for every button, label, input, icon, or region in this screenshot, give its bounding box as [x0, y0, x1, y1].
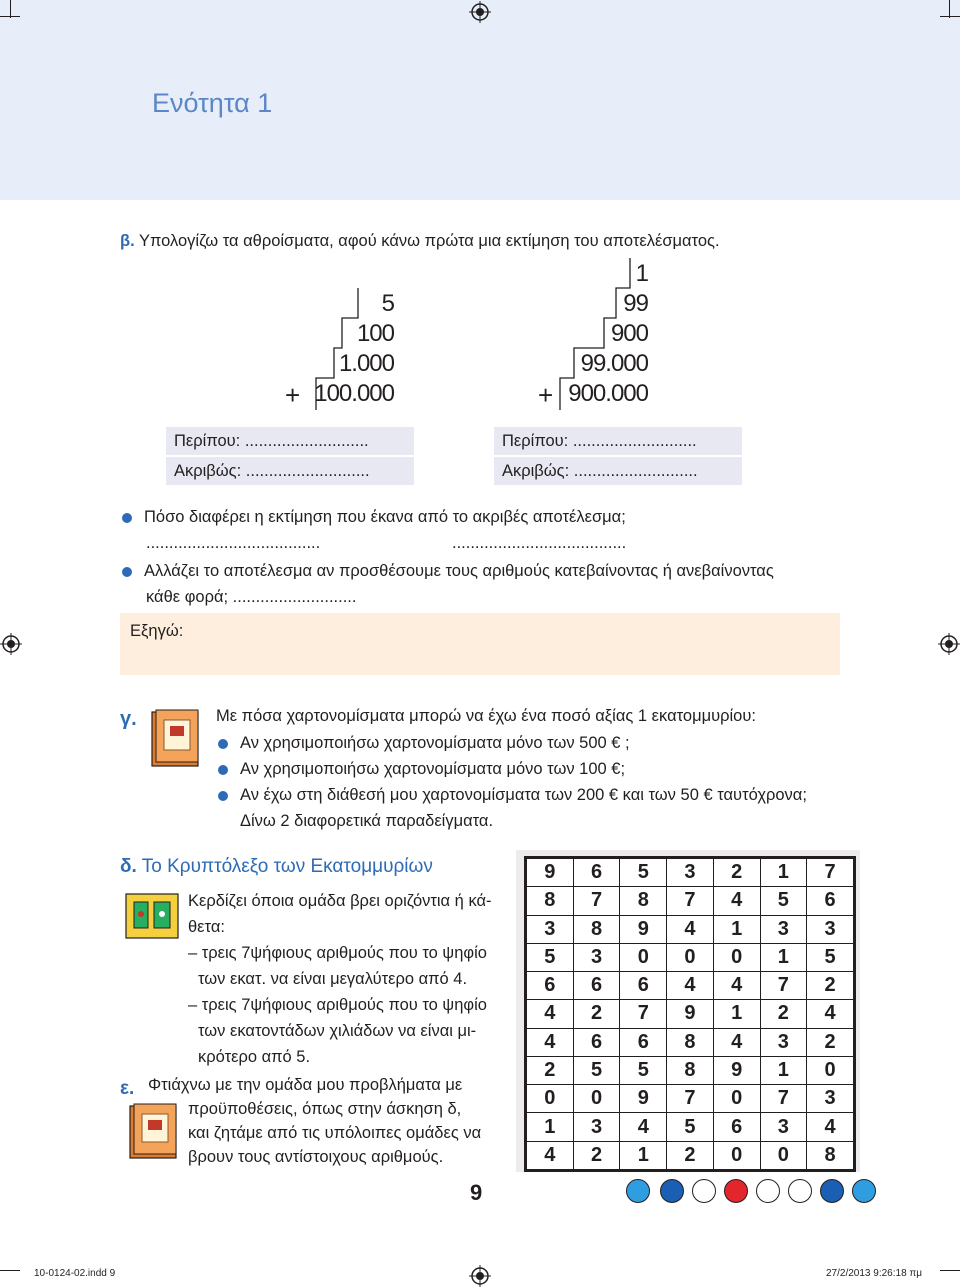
grid-row: [527, 1056, 854, 1084]
bullet-icon: [122, 567, 132, 577]
grid-cell[interactable]: 5: [760, 887, 807, 915]
grid-cell[interactable]: 4: [527, 1141, 574, 1169]
grid-cell[interactable]: 9: [527, 859, 574, 887]
exercise-e-label: ε.: [120, 1078, 135, 1099]
grid-cell[interactable]: 6: [527, 972, 574, 1000]
exercise-d-line: – τρεις 7ψήφιους αριθμούς που το ψηφίο: [188, 944, 487, 962]
grid-cell[interactable]: 8: [667, 1028, 714, 1056]
grid-cell[interactable]: 0: [713, 1141, 760, 1169]
exercise-e-line: προϋποθέσεις, όπως στην άσκηση δ,: [188, 1100, 462, 1118]
bullet-icon: [218, 739, 228, 749]
grid-cell[interactable]: 1: [760, 1056, 807, 1084]
exercise-b-instruction: [120, 232, 720, 251]
grid-cell[interactable]: 0: [713, 943, 760, 971]
grid-cell[interactable]: 4: [713, 887, 760, 915]
grid-cell[interactable]: 7: [760, 1085, 807, 1113]
color-dot-icon: [692, 1179, 716, 1203]
color-dot-icon: [724, 1179, 748, 1203]
plus-sign: +: [538, 380, 554, 410]
grid-cell[interactable]: 4: [527, 1000, 574, 1028]
grid-cell[interactable]: 6: [713, 1113, 760, 1141]
grid-cell[interactable]: 4: [807, 1113, 854, 1141]
grid-cell[interactable]: 0: [573, 1085, 620, 1113]
exercise-d-line: των εκατ. να είναι μεγαλύτερο από 4.: [198, 970, 468, 988]
grid-row: [527, 1113, 854, 1141]
grid-row: [527, 972, 854, 1000]
grid-cell[interactable]: 1: [760, 859, 807, 887]
exercise-d-line: – τρεις 7ψήφιους αριθμούς που το ψηφίο: [188, 996, 487, 1014]
page-number: 9: [470, 1180, 483, 1205]
grid-row: [527, 1000, 854, 1028]
grid-cell[interactable]: 2: [573, 1000, 620, 1028]
exercise-g-label: γ.: [120, 708, 137, 730]
sum2-number: 900: [610, 320, 648, 347]
grid-row: [527, 943, 854, 971]
book-icon: [128, 1102, 180, 1160]
grid-cell[interactable]: 2: [713, 859, 760, 887]
grid-cell[interactable]: 3: [807, 1085, 854, 1113]
grid-cell[interactable]: 0: [620, 943, 667, 971]
footer-file: 10-0124-02.indd 9: [34, 1268, 116, 1279]
bullet-icon: [218, 791, 228, 801]
sum2-number: 99.000: [580, 350, 648, 377]
exercise-d-heading: [120, 856, 433, 878]
question-order-cont: κάθε φορά; ...........................: [146, 588, 357, 606]
grid-cell[interactable]: 2: [760, 1000, 807, 1028]
explain-label: Εξηγώ:: [130, 622, 184, 640]
exercise-b-label: β.: [120, 232, 135, 250]
number-puzzle-grid: [524, 856, 856, 1172]
grid-cell[interactable]: 7: [667, 887, 714, 915]
grid-cell[interactable]: 3: [667, 859, 714, 887]
approx-field-1[interactable]: Περίπου: ...........................: [166, 427, 414, 455]
answer-dots-1[interactable]: ......................................: [146, 534, 321, 552]
exercise-d-line: κρότερο από 5.: [198, 1048, 311, 1066]
exercise-g-question: Με πόσα χαρτονομίσματα μπορώ να έχω ένα ποσό αξίας 1 εκατομμυρίου:: [216, 707, 756, 725]
exercise-g-bullet-3-text: Αν έχω στη διάθεσή μου χαρτονομίσματα των 200 € και των 50 € ταυτόχρονα;: [240, 786, 807, 804]
grid-row: [527, 1028, 854, 1056]
question-difference: [122, 508, 626, 527]
puzzle-table: [526, 858, 854, 1170]
exercise-g-bullet-1: [218, 734, 630, 753]
exercise-e-line: Φτιάχνω με την ομάδα μου προβλήματα με: [148, 1076, 463, 1094]
grid-cell[interactable]: 9: [667, 1000, 714, 1028]
sum1-number: 5: [381, 290, 394, 317]
grid-cell[interactable]: 5: [667, 1113, 714, 1141]
crop-mark: [940, 16, 960, 17]
grid-cell[interactable]: 0: [760, 1141, 807, 1169]
unit-title: Ενότητα 1: [152, 88, 273, 118]
exercise-d-title: Το Κρυπτόλεξο των Εκατομμυρίων: [141, 856, 433, 877]
registration-mark-icon: [938, 633, 960, 655]
exercise-e-line: βρουν τους αντίστοιχους αριθμούς.: [188, 1148, 444, 1166]
bullet-icon: [122, 513, 132, 523]
grid-cell[interactable]: 6: [620, 1028, 667, 1056]
grid-cell[interactable]: 2: [527, 1056, 574, 1084]
grid-cell[interactable]: 5: [620, 1056, 667, 1084]
sum2-number: 900.000: [568, 380, 648, 407]
exercise-e-line: και ζητάμε από τις υπόλοιπες ομάδες να: [188, 1124, 482, 1142]
grid-row: [527, 915, 854, 943]
exercise-g-bullet-1-text: Αν χρησιμοποιήσω χαρτονομίσματα μόνο των 500 € ;: [240, 734, 630, 752]
grid-cell[interactable]: 1: [527, 1113, 574, 1141]
grid-cell[interactable]: 6: [573, 972, 620, 1000]
crop-mark: [0, 1270, 20, 1271]
exact-field-2[interactable]: Ακριβώς: ...........................: [494, 457, 742, 485]
grid-cell[interactable]: 8: [667, 1056, 714, 1084]
question-order-text: Αλλάζει το αποτέλεσμα αν προσθέσουμε τους αριθμούς κατεβαίνοντας ή ανεβαίνοντας: [144, 562, 774, 580]
grid-cell[interactable]: 5: [527, 943, 574, 971]
grid-cell[interactable]: 3: [760, 1028, 807, 1056]
grid-cell[interactable]: 1: [760, 943, 807, 971]
header-band: [0, 0, 960, 200]
grid-cell[interactable]: 5: [573, 1056, 620, 1084]
color-dot-icon: [756, 1179, 780, 1203]
exact-field-1[interactable]: Ακριβώς: ...........................: [166, 457, 414, 485]
grid-cell[interactable]: 0: [527, 1085, 574, 1113]
approx-field-2[interactable]: Περίπου: ...........................: [494, 427, 742, 455]
exercise-g-bullet-2-text: Αν χρησιμοποιήσω χαρτονομίσματα μόνο των 100 €;: [240, 760, 626, 778]
grid-cell[interactable]: 0: [807, 1056, 854, 1084]
registration-mark-icon: [0, 633, 22, 655]
grid-cell[interactable]: 5: [807, 943, 854, 971]
grid-cell[interactable]: 8: [807, 1141, 854, 1169]
plus-sign: +: [285, 380, 301, 410]
grid-cell[interactable]: 9: [713, 1056, 760, 1084]
grid-cell[interactable]: 0: [713, 1085, 760, 1113]
exercise-d-label: δ.: [120, 856, 137, 877]
game-board-icon: [124, 892, 180, 940]
grid-cell[interactable]: 4: [713, 1028, 760, 1056]
exercise-g-bullet-3-cont: Δίνω 2 διαφορετικά παραδείγματα.: [240, 812, 494, 830]
book-icon: [150, 708, 202, 768]
grid-cell[interactable]: 3: [807, 915, 854, 943]
question-difference-text: Πόσο διαφέρει η εκτίμηση που έκανα από το ακριβές αποτέλεσμα;: [144, 508, 626, 526]
grid-cell[interactable]: 4: [807, 1000, 854, 1028]
exercise-b-text: Υπολογίζω τα αθροίσματα, αφού κάνω πρώτα μια εκτίμηση του αποτελέσματος.: [138, 232, 720, 250]
sum2-number: 1: [635, 260, 648, 287]
grid-cell[interactable]: 2: [573, 1141, 620, 1169]
grid-cell[interactable]: 8: [573, 915, 620, 943]
grid-cell[interactable]: 7: [667, 1085, 714, 1113]
grid-cell[interactable]: 8: [527, 887, 574, 915]
grid-row: [527, 859, 854, 887]
grid-cell[interactable]: 8: [620, 887, 667, 915]
grid-row: [527, 1085, 854, 1113]
grid-cell[interactable]: 5: [620, 859, 667, 887]
color-dot-icon: [852, 1179, 876, 1203]
crop-mark: [940, 1270, 960, 1271]
grid-cell[interactable]: 7: [807, 859, 854, 887]
sum2-number: 99: [623, 290, 648, 317]
exercise-d-line: θετα:: [188, 918, 225, 936]
grid-cell[interactable]: 7: [573, 887, 620, 915]
color-dot-icon: [788, 1179, 812, 1203]
grid-cell[interactable]: 3: [760, 1113, 807, 1141]
grid-cell[interactable]: 3: [573, 943, 620, 971]
grid-cell[interactable]: 1: [713, 1000, 760, 1028]
grid-cell[interactable]: 9: [620, 915, 667, 943]
grid-cell[interactable]: 3: [760, 915, 807, 943]
grid-cell[interactable]: 2: [807, 1028, 854, 1056]
footer-date: 27/2/2013 9:26:18 πμ: [826, 1268, 923, 1279]
answer-dots-2[interactable]: ......................................: [452, 534, 627, 552]
sum1-number: 1.000: [338, 350, 394, 377]
registration-mark-icon: [469, 1, 491, 23]
grid-cell[interactable]: 2: [807, 972, 854, 1000]
grid-cell[interactable]: 1: [713, 915, 760, 943]
exercise-g-bullet-3: [218, 786, 807, 805]
sum1-number: 100: [356, 320, 394, 347]
crop-mark: [0, 16, 20, 17]
grid-cell[interactable]: 4: [713, 972, 760, 1000]
grid-cell[interactable]: 7: [760, 972, 807, 1000]
grid-cell[interactable]: 4: [527, 1028, 574, 1056]
grid-cell[interactable]: 6: [573, 859, 620, 887]
explain-box[interactable]: [120, 613, 840, 675]
color-dot-icon: [660, 1179, 684, 1203]
sum1-number: 100.000: [314, 380, 394, 407]
grid-cell[interactable]: 6: [573, 1028, 620, 1056]
exercise-d-line: των εκατοντάδων χιλιάδων να είναι μι-: [198, 1022, 477, 1040]
grid-cell[interactable]: 3: [573, 1113, 620, 1141]
grid-cell[interactable]: 9: [620, 1085, 667, 1113]
grid-cell[interactable]: 4: [667, 915, 714, 943]
grid-cell[interactable]: 2: [667, 1141, 714, 1169]
grid-cell[interactable]: 4: [620, 1113, 667, 1141]
grid-cell[interactable]: 6: [807, 887, 854, 915]
bullet-icon: [218, 765, 228, 775]
grid-row: [527, 1141, 854, 1169]
question-order: [122, 562, 774, 581]
grid-cell[interactable]: 7: [620, 1000, 667, 1028]
exercise-d-line: Κερδίζει όποια ομάδα βρει οριζόντια ή κά-: [188, 892, 492, 910]
exercise-g-bullet-2: [218, 760, 625, 779]
grid-row: [527, 887, 854, 915]
registration-mark-icon: [469, 1265, 491, 1287]
grid-cell[interactable]: 3: [527, 915, 574, 943]
color-dot-icon: [820, 1179, 844, 1203]
grid-cell[interactable]: 1: [620, 1141, 667, 1169]
grid-cell[interactable]: 0: [667, 943, 714, 971]
grid-cell[interactable]: 4: [667, 972, 714, 1000]
grid-cell[interactable]: 6: [620, 972, 667, 1000]
color-dot-icon: [626, 1179, 650, 1203]
